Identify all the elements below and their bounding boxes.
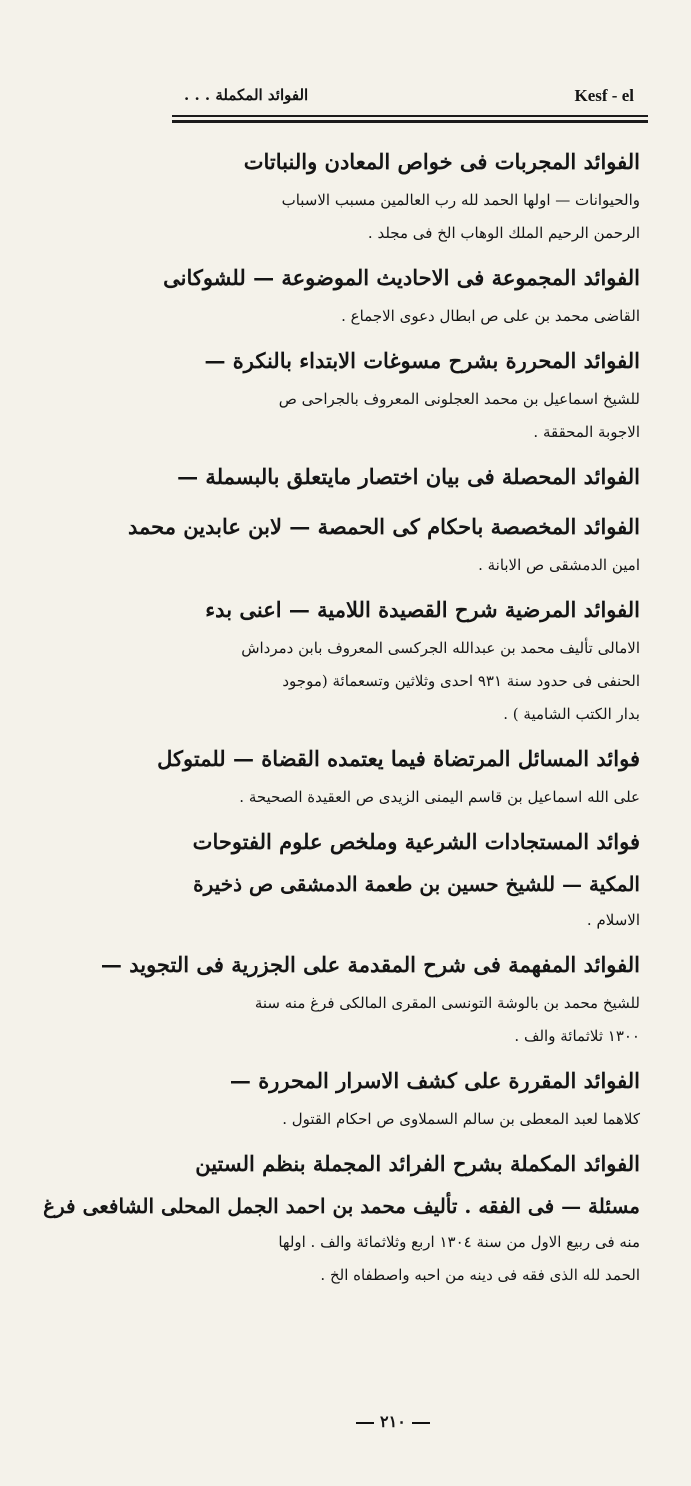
running-title: الفوائد المكملة . . . bbox=[184, 86, 309, 104]
entry-text-line: القاضى محمد بن على ص ابطال دعوى الاجماع . bbox=[341, 307, 640, 325]
entry-title-line: الفوائد المقررة على كشف الاسرار المحررة — bbox=[229, 1068, 640, 1093]
entry-text-line: الرحمن الرحيم الملك الوهاب الخ فى مجلد . bbox=[367, 224, 640, 242]
page-header bbox=[170, 80, 650, 116]
header-rule-thick bbox=[172, 120, 648, 123]
entry-text-line: امين الدمشقى ص الابانة . bbox=[478, 556, 640, 574]
page-number-value: ٢١٠ bbox=[380, 1412, 406, 1431]
entry-text-line: على الله اسماعيل بن قاسم اليمنى الزيدى ص العقيدة الصحيحة . bbox=[239, 788, 640, 806]
entries-column bbox=[43, 140, 640, 1292]
entry-title-line: الفوائد المرضية شرح القصيدة اللامية — اعنى بدء bbox=[205, 597, 640, 622]
catalog-entry bbox=[163, 256, 640, 333]
entry-text-line: والحيوانات — اولها الحمد لله رب العالمين مسبب الاسباب bbox=[281, 191, 640, 209]
catalog-entry bbox=[177, 455, 640, 499]
entry-text-line: كلاهما لعبد المعطى بن سالم السملاوى ص احكام القتول . bbox=[282, 1110, 640, 1128]
entry-title-line: الفوائد المجموعة فى الاحاديث الموضوعة — للشوكانى bbox=[163, 265, 640, 290]
entry-title-line: فوائد المستجادات الشرعية وملخص علوم الفتوحات bbox=[192, 829, 640, 854]
page-number-dash-left bbox=[412, 1422, 430, 1424]
page-number-dash-right bbox=[356, 1422, 374, 1424]
entry-text-line: مسئلة — فى الفقه . تأليف محمد بن احمد الجمل المحلى الشافعى فرغ bbox=[43, 1194, 640, 1218]
entry-text-line: الاجوبة المحققة . bbox=[533, 423, 640, 441]
entry-title-line: الفوائد المحصلة فى بيان اختصار مايتعلق بالبسملة — bbox=[177, 464, 640, 489]
entry-title-line: الفوائد المجربات فى خواص المعادن والنباتات bbox=[243, 149, 640, 174]
catalog-entry bbox=[182, 339, 640, 449]
catalog-entry bbox=[157, 737, 640, 814]
entry-text-line: منه فى ربيع الاول من سنة ١٣٠٤ اربع وثلاثمائة والف . اولها bbox=[278, 1233, 640, 1251]
catalog-entry bbox=[100, 943, 640, 1053]
header-rule-thin bbox=[172, 115, 648, 117]
page-number bbox=[350, 1412, 436, 1431]
entry-text-line: الحمد لله الذى فقه فى دينه من احبه واصطفاه الخ . bbox=[320, 1266, 640, 1284]
catalog-entry bbox=[182, 588, 640, 731]
entry-text-line: للشيخ محمد بن بالوشة التونسى المقرى المالكى فرغ منه سنة bbox=[254, 994, 640, 1012]
catalog-entry bbox=[127, 505, 640, 582]
entry-title-line: الفوائد المفهمة فى شرح المقدمة على الجزرية فى التجويد — bbox=[100, 952, 640, 977]
entry-title-line: الفوائد المحررة بشرح مسوغات الابتداء بالنكرة — bbox=[204, 348, 640, 373]
catalog-entry bbox=[43, 1142, 640, 1292]
entry-text-line: الامالى تأليف محمد بن عبدالله الجركسى المعروف بابن دمرداش bbox=[241, 639, 640, 657]
entry-text-line: ١٣٠٠ ثلاثمائة والف . bbox=[514, 1027, 640, 1045]
entry-text-line: بدار الكتب الشامية ) . bbox=[503, 705, 640, 723]
catalog-entry bbox=[182, 820, 640, 937]
entry-title-line: الفوائد المكملة بشرح الفرائد المجملة بنظم الستين bbox=[195, 1151, 640, 1176]
catalog-entry bbox=[182, 1059, 640, 1136]
entry-text-line: الحنفى فى حدود سنة ٩٣١ احدى وثلاثين وتسعمائة (موجود bbox=[282, 672, 640, 690]
entry-title-line: الفوائد المخصصة باحكام كى الحمصة — لابن عابدين محمد bbox=[127, 514, 640, 539]
entry-text-line: للشيخ اسماعيل بن محمد العجلونى المعروف بالجراحى ص bbox=[278, 390, 640, 408]
entry-title-line: فوائد المسائل المرتضاة فيما يعتمده القضاة — للمتوكل bbox=[157, 746, 640, 771]
running-title-latin: Kesf - el bbox=[574, 86, 634, 105]
entry-text-line: الاسلام . bbox=[586, 911, 640, 929]
entry-text-line: المكية — للشيخ حسين بن طعمة الدمشقى ص ذخيرة bbox=[193, 872, 640, 896]
catalog-entry bbox=[182, 140, 640, 250]
